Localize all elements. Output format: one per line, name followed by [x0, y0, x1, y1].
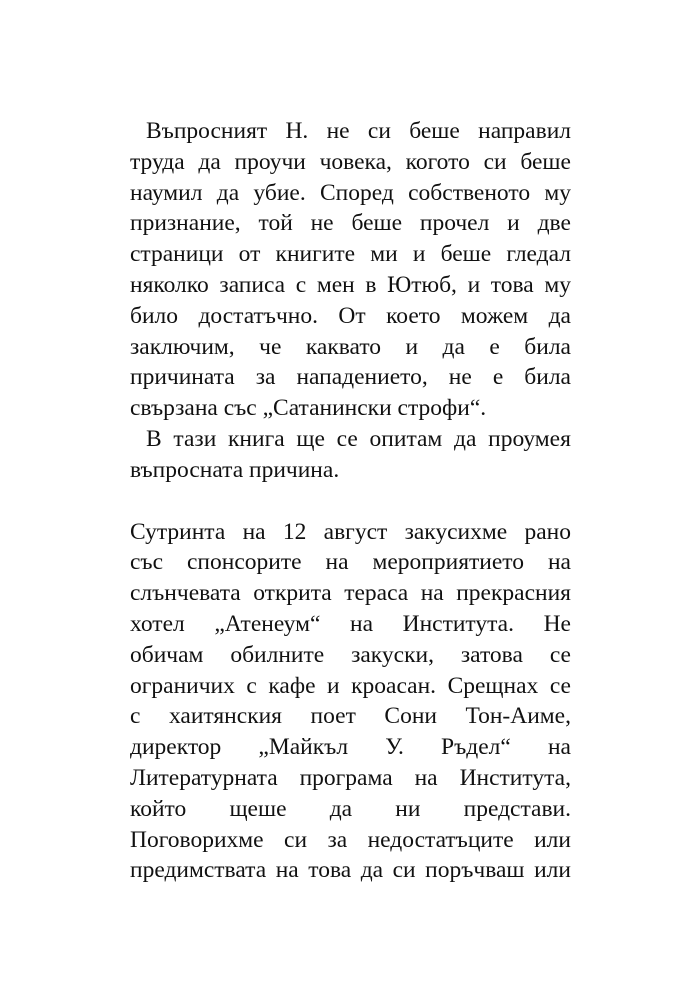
text-line: Поговорихме си за недостатъците или — [130, 826, 571, 853]
text-line: слънчевата открита тераса на прекрасния — [130, 580, 571, 607]
page-body — [130, 116, 571, 886]
text-line: със спонсорите на мероприятието на — [130, 549, 571, 576]
text-line: Въпросният Н. не си беше направил — [146, 118, 571, 144]
text-line: Сутринта на 12 август закусихме рано — [130, 518, 571, 545]
text-line: ограничих с кафе и кроасан. Срещнах се — [130, 672, 571, 699]
text-line: признание, той не беше прочел и две — [130, 210, 571, 237]
paragraph-2 — [130, 424, 571, 486]
text-line: страници от книгите ми и беше гледал — [130, 241, 571, 268]
paragraph-1 — [130, 116, 571, 424]
text-line: хотел „Атенеум“ на Института. Не — [130, 610, 571, 637]
text-line: предимствата на това да си поръчваш или — [130, 857, 571, 884]
text-line: с хаитянския поет Сони Тон-Аиме, — [130, 703, 571, 730]
text-line: въпросната причина. — [130, 456, 340, 483]
text-line: труда да проучи човека, когото си беше — [130, 148, 571, 175]
text-line: който щеше да ни представи. — [130, 795, 571, 822]
text-line: причината за нападението, не е била — [130, 364, 571, 391]
text-line: било достатъчно. От което можем да — [130, 302, 571, 329]
paragraph-3 — [130, 517, 571, 887]
text-line: няколко записа с мен в Ютюб, и това му — [130, 271, 571, 298]
section-break — [130, 486, 571, 517]
section-2 — [130, 517, 571, 887]
text-line: В тази книга ще се опитам да проумея — [146, 425, 571, 452]
section-1 — [130, 116, 571, 486]
text-line: заключим, че каквато и да е била — [130, 333, 571, 360]
text-line: Литературната програма на Института, — [130, 764, 571, 791]
text-line: свързана със „Сатанински строфи“. — [130, 395, 487, 422]
text-line: директор „Майкъл У. Ръдел“ на — [130, 734, 571, 761]
text-line: наумил да убие. Според собственото му — [130, 179, 571, 206]
text-line: обичам обилните закуски, затова се — [130, 641, 571, 668]
